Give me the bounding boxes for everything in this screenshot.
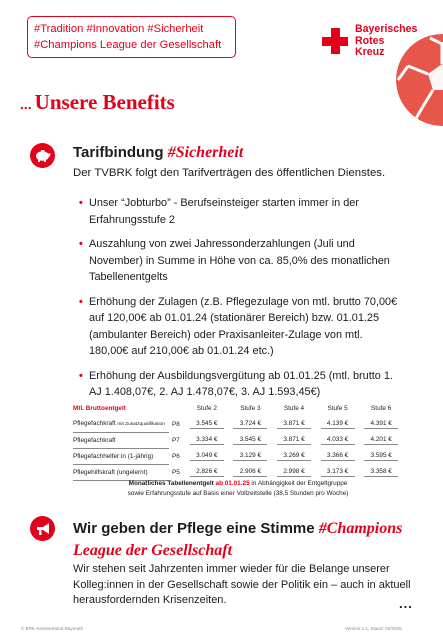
page-title: ... Unsere Benefits [20,90,175,114]
hashtags-line-2: #Champions League der Gesellschaft [34,39,222,51]
tarif-intro: Der TVBRK folgt den Tarifverträgen des öffentlichen Dienstes. [73,167,386,179]
piggy-bank-icon [30,143,55,168]
benefits-list [80,195,400,409]
stage-header: Stufe 5 [327,405,348,412]
salary-value: 3.269 € [277,452,311,461]
stage-header: Stufe 4 [283,405,305,412]
job-title: Pflegehilfskraft (ungelernt) [73,468,148,476]
salary-value: 3.129 € [233,452,267,461]
salary-value: 3.871 € [277,436,311,445]
logo-text: Bayerisches Rotes Kreuz [355,23,418,58]
job-title: Pflegefachkraft [73,420,116,428]
salary-value: 3.358 € [364,468,398,477]
pay-group: P6 [172,452,180,460]
voice-heading-accent-2: League der Gesellschaft [73,542,233,559]
salary-value: 3.049 € [190,452,224,461]
hashtags-line-1: #Tradition #Innovation #Sicherheit [34,23,204,35]
tarif-heading: Tarifbindung #Sicherheit [73,144,244,161]
benefit-item: • Unser “Jobturbo” - Berufseinsteiger starten immer in der Erfahrungsstufe 2 [80,195,400,228]
stage-header: Stufe 6 [371,405,392,412]
job-title: Pflegefachkraft [73,436,116,444]
footer-version: Version 1.1, Stand: 02/2025 [345,626,402,631]
benefit-item: • Erhöhung der Zulagen (z.B. Pflegezulage von mtl. brutto 70,00€ auf 120,00€ ab 01.01.24 (stationärer Bereich) bzw. 01.01.25 (ambulanter Bereich) oder Praxisanleiter-Zulage von mtl. 180,00€ auf 210,00€ ab 01.01.24 etc.) [80,294,400,360]
pay-group: P8 [172,420,180,428]
salary-value: 3.173 € [321,468,355,477]
salary-value: 2.826 € [190,468,224,477]
job-suffix: mit Zusatzqualifikation [117,422,165,428]
footer-copyright: © BRK Kreisverband Bayreuth [21,626,84,631]
voice-text: Wir stehen seit Jahrzenten immer wieder für die Belange unserer Kolleg:innen in der Gesellschaft sowie der Politik ein – auch in aktuell herausfordernden Krisenzeiten. [73,563,411,606]
more-dots: ... [399,596,413,611]
salary-value: 4.391 € [364,420,398,429]
job-title: Pflegefachhelfer:in (1-jährig) [73,452,154,460]
table-row [73,448,403,464]
salary-value: 3.366 € [321,452,355,461]
tarif-heading-accent: #Sicherheit [167,144,244,161]
salary-value: 3.545 € [190,420,224,429]
stage-header: Stufe 3 [240,405,261,412]
salary-value: 2.998 € [277,468,311,477]
benefit-item: • Auszahlung von zwei Jahressonderzahlungen (Juli und November) in Summe in Höhe von ca. 85,0% des monatlichen Tabellenentgelts [80,236,400,286]
salary-value: 4.201 € [364,436,398,445]
salary-value: 3.545 € [233,436,267,445]
salary-table [73,405,403,481]
hashtag-box [27,16,236,58]
salary-value: 3.724 € [233,420,267,429]
stage-header: Stufe 2 [196,405,217,412]
table-note: Monatliches Tabellenentgelt ab 01.01.25 in Abhängigkeit der Entgeltgruppe sowie Erfahrungsstufe auf Basis einer Vollzeitstelle (38,5 Stunden pro Woche) [127,480,349,497]
voice-heading: Wir geben der Pflege eine Stimme #Champions League der Gesellschaft [73,520,403,559]
table-row [73,432,403,448]
salary-value: 3.334 € [190,436,224,445]
salary-value: 3.595 € [364,452,398,461]
salary-value: 2.906 € [233,468,267,477]
salary-value: 3.871 € [277,420,311,429]
salary-value: 4.033 € [321,436,355,445]
megaphone-icon [30,516,55,541]
table-row [73,416,403,432]
pay-group: P5 [172,468,180,476]
salary-value: 4.139 € [321,420,355,429]
pay-group: P7 [172,436,180,444]
benefit-item: • Erhöhung der Ausbildungsvergütung ab 01.01.25 (mtl. brutto 1. AJ 1.408,07€, 2. AJ 1.478,07€, 3. AJ 1.593,45€) [80,368,400,401]
salary-table-label: Mtl. Bruttoentgelt [73,405,126,412]
red-cross-icon [322,28,348,54]
voice-heading-accent-1: #Champions [318,520,403,537]
table-row [73,464,403,480]
